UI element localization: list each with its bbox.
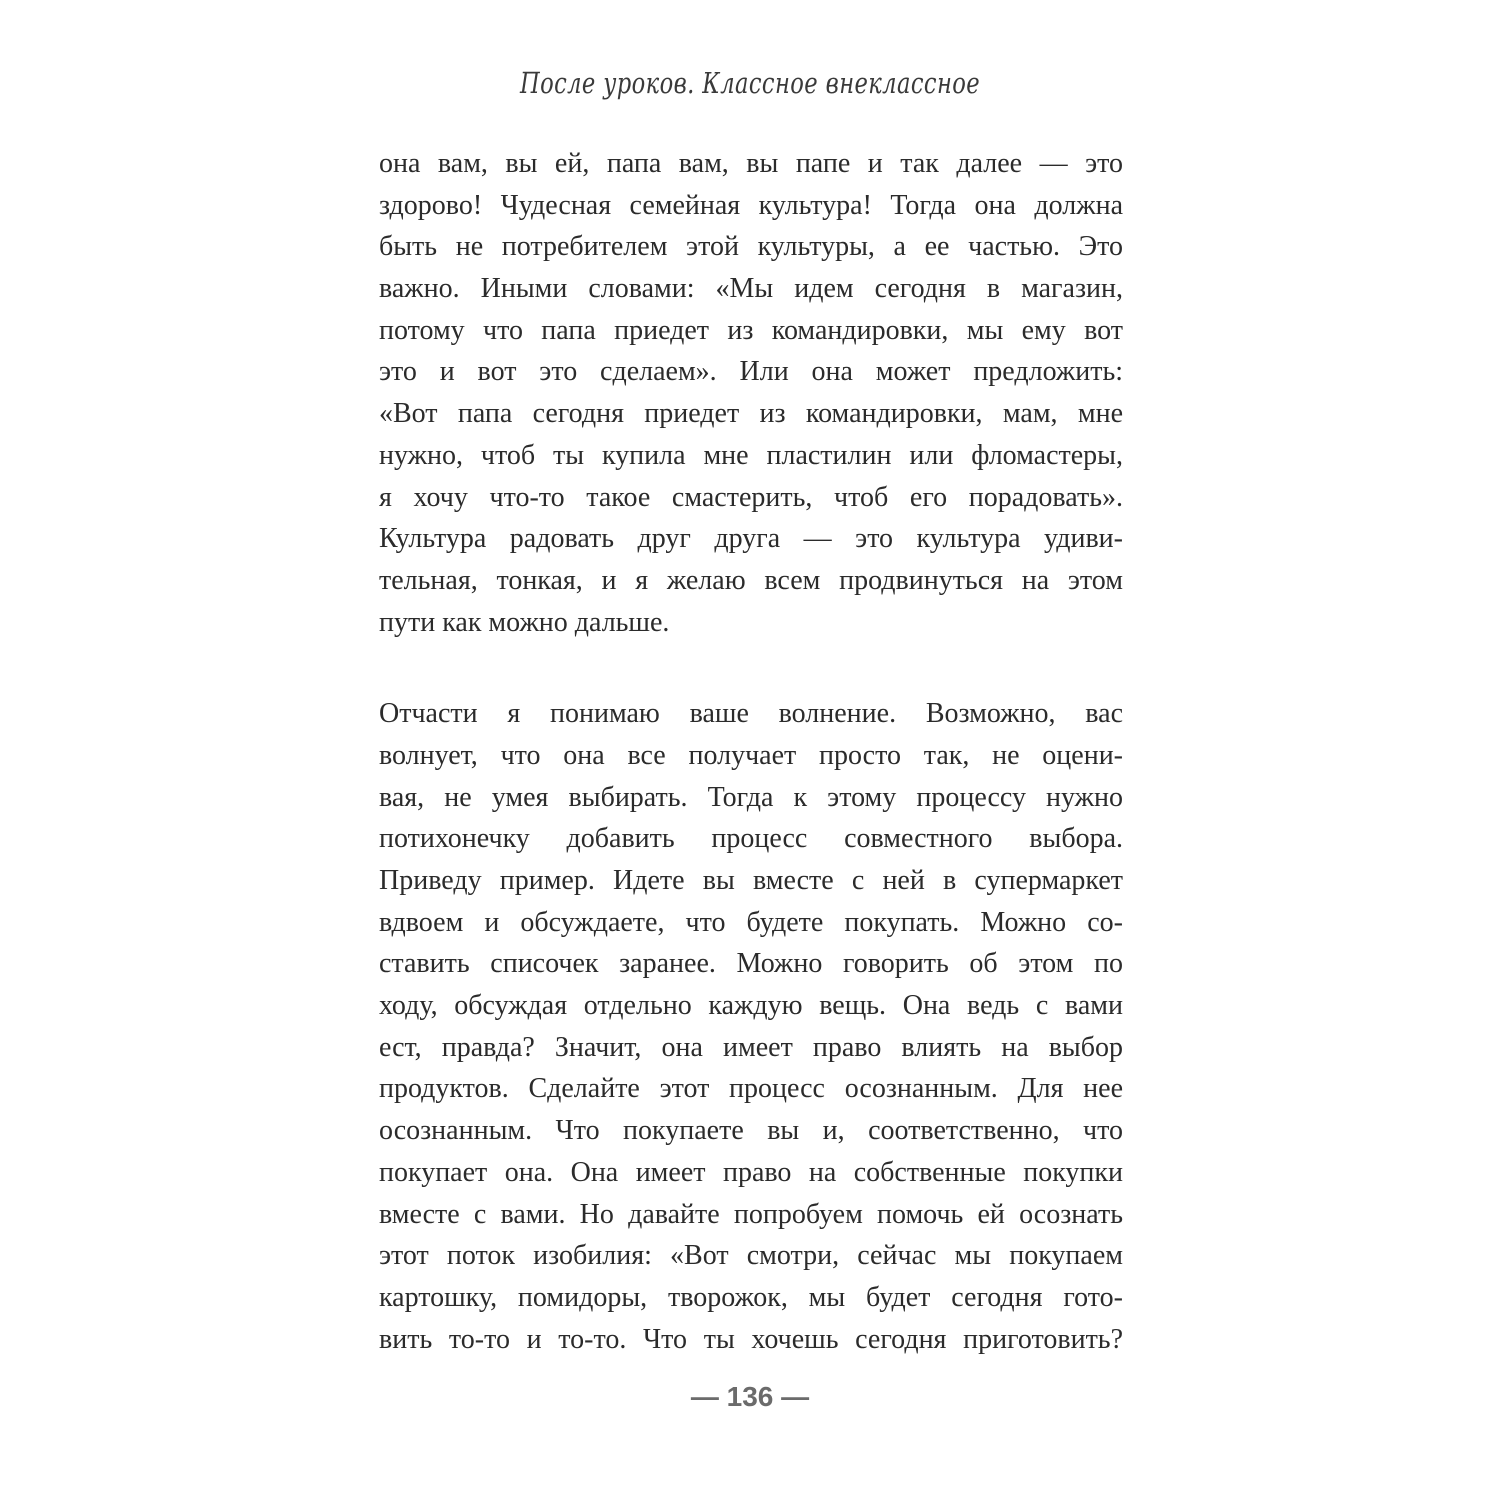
page-number: — 136 — — [690, 1381, 810, 1412]
text-line: потихонечку добавить процесс совместного выбора. — [379, 823, 1123, 855]
text-line: тельная, тонкая, и я желаю всем продвинуться на этом — [379, 564, 1123, 596]
text-line: вить то-то и то-то. Что ты хочешь сегодня приготовить? — [379, 1323, 1123, 1355]
body-text — [379, 143, 1123, 1360]
text-line: Отчасти я понимаю ваше волнение. Возможно, вас — [379, 698, 1123, 730]
text-line: покупает она. Она имеет право на собственные покупки — [379, 1156, 1123, 1188]
running-head: После уроков. Классное внеклассное — [519, 66, 981, 100]
paragraph-2 — [379, 693, 1123, 1360]
text-line: волнует, что она все получает просто так, не оцени- — [379, 739, 1123, 771]
text-line: здорово! Чудесная семейная культура! Тогда она должна — [379, 189, 1123, 221]
text-line: осознанным. Что покупаете вы и, соответственно, что — [379, 1115, 1123, 1147]
text-line: вдвоем и обсуждаете, что будете покупать. Можно со- — [379, 906, 1123, 938]
text-line: картошку, помидоры, творожок, мы будет сегодня гото- — [379, 1281, 1123, 1313]
text-line: важно. Иными словами: «Мы идем сегодня в магазин, — [379, 273, 1123, 305]
text-line: вая, не умея выбирать. Тогда к этому процессу нужно — [379, 781, 1123, 813]
paragraph-spacer — [379, 643, 1123, 693]
text-line: Культура радовать друг друга — это культура удиви- — [379, 523, 1123, 555]
text-line: Приведу пример. Идете вы вместе с ней в супермаркет — [379, 865, 1123, 896]
text-line: я хочу что-то такое смастерить, чтоб его порадовать». — [379, 481, 1123, 513]
text-line: ходу, обсуждая отдельно каждую вещь. Она ведь с вами — [379, 990, 1123, 1022]
text-line: пути как можно дальше. — [379, 606, 670, 638]
text-line: это и вот это сделаем». Или она может предложить: — [379, 356, 1123, 388]
text-line: быть не потребителем этой культуры, а ее частью. Это — [379, 231, 1123, 263]
text-line: «Вот папа сегодня приедет из командировки, мам, мне — [379, 398, 1123, 430]
text-line: продуктов. Сделайте этот процесс осознанным. Для нее — [379, 1073, 1123, 1105]
text-line: этот поток изобилия: «Вот смотри, сейчас мы покупаем — [379, 1240, 1123, 1272]
paragraph-1 — [379, 143, 1123, 643]
text-line: потому что папа приедет из командировки, мы ему вот — [379, 314, 1123, 346]
text-line: ест, правда? Значит, она имеет право влиять на выбор — [379, 1031, 1123, 1063]
text-line: она вам, вы ей, папа вам, вы папе и так далее — это — [379, 148, 1123, 179]
text-line: нужно, чтоб ты купила мне пластилин или фломастеры, — [379, 439, 1123, 471]
text-line: ставить списочек заранее. Можно говорить об этом по — [379, 948, 1123, 980]
text-line: вместе с вами. Но давайте попробуем помочь ей осознать — [379, 1198, 1123, 1230]
